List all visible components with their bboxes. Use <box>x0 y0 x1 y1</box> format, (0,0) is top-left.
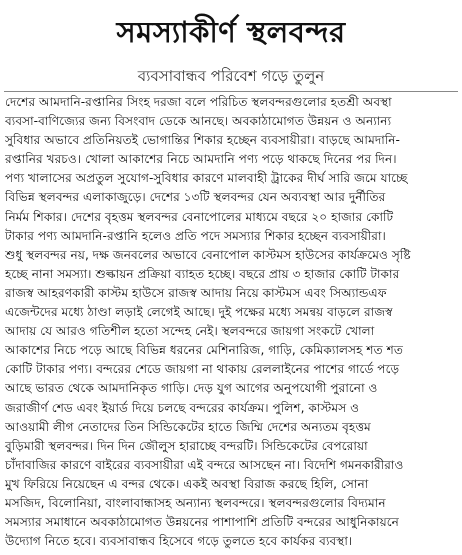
body-line: মসজিদ, বিলোনিয়া, বাংলাবান্ধাসহ অন্যান্য স্থলবন্দরে। স্থলবন্দরগুলোর বিদ্যমান <box>5 495 386 510</box>
body-line: আওয়ামী লীগ নেতাদের তিন সিন্ডিকেটের হাতে জিম্মি দেশের অন্যতম বৃহত্তম <box>5 419 371 434</box>
divider <box>4 91 458 92</box>
body-line: টাকার পণ্য আমদানি-রপ্তানি হলেও প্রতি পদে সমস্যার শিকার হচ্ছেন ব্যবসায়ীরা। <box>5 228 386 243</box>
body-line: জরাজীর্ণ শেড এবং ইয়ার্ড দিয়ে চলছে বন্দরের কার্যক্রম। পুলিশ, কাস্টমস ও <box>5 400 360 415</box>
headline-area <box>0 0 462 62</box>
body-line: কোটি টাকার পণ্য। বন্দরের শেডে জায়গা না থাকায় রেললাইনের পাশের গার্ডে পড়ে <box>5 362 400 377</box>
body-line: নির্মম শিকার। দেশের বৃহত্তম স্থলবন্দর বেনাপোলের মাধ্যমে বছরে ২০ হাজার কোটি <box>5 209 394 224</box>
body-line: সুবিধার অভাবে প্রতিনিয়তই ভোগান্তির শিকার হচ্ছেন ব্যবসায়ীরা। বাড়ছে আমদানি- <box>5 133 400 148</box>
body-line: উদ্যোগ নিতে হবে। ব্যবসাবান্ধব হিসেবে গড়ে তুলতে হবে কার্যকর ব্যবস্থা। <box>5 534 353 549</box>
body-line: রপ্তানির খরচও। খোলা আকাশের নিচে আমদানি পণ্য পড়ে থাকছে দিনের পর দিন। <box>5 152 397 167</box>
body-line: হচ্ছে নানা সমস্যা। শুল্কায়ন প্রক্রিয়া ব্যাহত হচ্ছে। বছরে প্রায় ৩ হাজার কোটি টাকার <box>5 266 400 281</box>
body-line: রাজস্ব আহরণকারী কাস্টম হাউসে রাজস্ব আদায় নিয়ে কাস্টমস এবং সিঅ্যান্ডএফ <box>5 285 387 300</box>
body-line: মুখ ফিরিয়ে নিয়েছেন এ বন্দর থেকে। একই অবস্থা বিরাজ করছে হিলি, সোনা <box>5 476 369 491</box>
body-line: সমস্যার সমাধানে অবকাঠামোগত উন্নয়নের পাশাপাশি প্রতিটি বন্দরের আধুনিকায়নে <box>5 515 399 530</box>
article-body <box>5 93 457 551</box>
body-line: এজেন্টদের মধ্যে ঠাণ্ডা লড়াই লেগেই আছে। দুই পক্ষের মধ্যে সমন্বয় বাড়লে রাজস্ব <box>5 305 393 320</box>
body-line: পণ্য খালাসের অপ্রতুল সুযোগ-সুবিধার কারণে মালবাহী ট্রাকের দীর্ঘ সারি জমে যাচ্ছে <box>5 171 408 186</box>
body-line: শুধু স্থলবন্দর নয়, দক্ষ জনবলের অভাবে বেনাপোল কাস্টমস হাউসের কার্যক্রমেও সৃষ্টি <box>5 247 411 262</box>
subheadline: ব্যবসাবান্ধব পরিবেশ গড়ে তুলুন <box>137 67 325 85</box>
body-line: বুড়িমারী স্থলবন্দর। দিন দিন জৌলুস হারাচ্ছে বন্দরটি। সিন্ডিকেটের বেপরোয়া <box>5 438 368 453</box>
headline: সমস্যাকীর্ণ স্থলবন্দর <box>116 15 346 49</box>
body-line: আকাশের নিচে পড়ে আছে বিভিন্ন ধরনের মেশিনারিজ, গাড়ি, কেমিক্যালসহ শত শত <box>5 343 403 358</box>
body-line: আছে ভারত থেকে আমদানিকৃত গাড়ি। দেড় যুগ আগের অনুপযোগী পুরানো ও <box>5 381 378 396</box>
body-line: দেশের আমদানি-রপ্তানির সিংহ দরজা বলে পরিচিত স্থলবন্দরগুলোর হতশ্রী অবস্থা <box>5 95 392 109</box>
body-line: চাঁদাবাজির কারণে বাইরের ব্যবসায়ীরা এই বন্দরে আসছেন না। বিদেশি গমনকারীরাও <box>5 457 404 472</box>
body-line: বিভিন্ন স্থলবন্দর এলাকাজুড়ে। দেশের ১৩টি স্থলবন্দর যেন অব্যবস্থা আর দুর্নীতির <box>5 190 386 205</box>
body-line: ব্যবসা-বাণিজ্যের জন্য বিসংবাদ ডেকে আনছে। অবকাঠামোগত উন্নয়ন ও অন্যান্য <box>5 114 392 129</box>
body-line: আদায় যে আরও গতিশীল হতো সন্দেহ নেই। স্থলবন্দরে জায়গা সংকটে খোলা <box>5 324 375 339</box>
